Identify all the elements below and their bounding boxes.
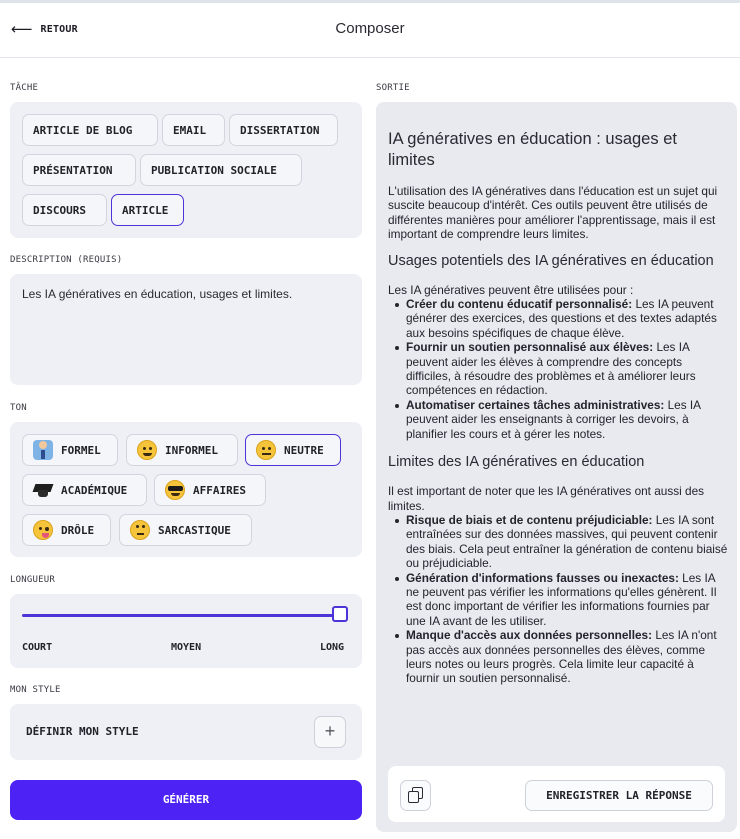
tone-chip-label: SARCASTIQUE <box>158 523 231 537</box>
person-in-suit-icon <box>33 440 53 460</box>
task-chip-presentation[interactable]: PRÉSENTATION <box>22 154 136 186</box>
graduation-cap-icon <box>33 480 53 500</box>
output-section-label: SORTIE <box>376 83 410 93</box>
output-intro: L'utilisation des IA génératives dans l'éducation est un sujet qui suscite beaucoup d'intérêt. Ces outils peuvent être utilisés de différentes manières pour améliorer l'apprentissage, mais il est important de comprendre leurs limites. <box>388 184 718 242</box>
output-actions-bar <box>388 766 725 822</box>
limites-list <box>388 513 728 686</box>
define-style-label: DÉFINIR MON STYLE <box>26 725 139 738</box>
length-slider-track[interactable] <box>22 614 338 617</box>
tone-chip-formel[interactable] <box>22 434 118 466</box>
tone-chip-label: FORMEL <box>61 443 101 457</box>
description-field[interactable] <box>10 274 362 385</box>
tone-chip-drole[interactable] <box>22 514 111 546</box>
zany-face-icon <box>33 520 53 540</box>
grinning-face-icon <box>137 440 157 460</box>
tone-chip-informel[interactable] <box>126 434 238 466</box>
output-subheading-usages: Usages potentiels des IA génératives en éducation <box>388 252 714 269</box>
list-item: Automatiser certaines tâches administratives: Les IA peuvent aider les enseignants à corriger les devoirs, à planifier les cours et à gérer les notes. <box>388 398 728 441</box>
generate-button[interactable]: GÉNÉRER <box>10 780 362 820</box>
output-heading: IA génératives en éducation : usages et limites <box>388 130 677 169</box>
plus-icon: + <box>324 721 336 741</box>
list-item: Créer du contenu éducatif personnalisé: Les IA peuvent générer des exercices, des questions et des textes adaptés aux besoins spécifiques de chaque élève. <box>388 297 728 340</box>
page-title: Composer <box>335 20 405 37</box>
task-chip-article-de-blog[interactable]: ARTICLE DE BLOG <box>22 114 158 146</box>
usages-list <box>388 297 728 441</box>
task-section-label: TÂCHE <box>10 83 39 93</box>
tone-chip-label: INFORMEL <box>165 443 218 457</box>
add-style-button[interactable] <box>314 716 346 748</box>
style-section-label: MON STYLE <box>10 685 61 695</box>
tone-chip-affaires[interactable] <box>154 474 266 506</box>
list-item: Génération d'informations fausses ou inexactes: Les IA ne peuvent pas vérifier les informations qu'elles génèrent. Il est donc important de vérifier les informations fournies par une IA avant de les utiliser. <box>388 571 728 629</box>
tone-panel <box>10 422 362 557</box>
tone-chip-academique[interactable] <box>22 474 147 506</box>
task-chip-dissertation[interactable]: DISSERTATION <box>229 114 338 146</box>
output-content <box>388 129 728 698</box>
length-section-label: LONGUEUR <box>10 575 55 585</box>
neutral-face-icon <box>256 440 276 460</box>
arrow-left-icon: ⟵ <box>11 20 33 38</box>
task-chip-discours[interactable]: DISCOURS <box>22 194 107 226</box>
task-chip-publication-sociale[interactable]: PUBLICATION SOCIALE <box>140 154 302 186</box>
task-chip-article[interactable]: ARTICLE <box>111 194 184 226</box>
output-panel <box>376 102 737 832</box>
sunglasses-face-icon <box>165 480 185 500</box>
output-subheading-limites: Limites des IA génératives en éducation <box>388 454 645 471</box>
style-panel <box>10 704 362 760</box>
tone-chip-label: NEUTRE <box>284 443 324 457</box>
save-response-button[interactable]: ENREGISTRER LA RÉPONSE <box>525 780 713 811</box>
eye-roll-face-icon <box>130 520 150 540</box>
length-label-moyen: MOYEN <box>171 642 202 653</box>
list-item: Fournir un soutien personnalisé aux élèves: Les IA peuvent aider les élèves à comprendre des concepts difficiles, à résoudre des problèmes et à améliorer leurs compétences en rédaction. <box>388 340 728 398</box>
list-item: Manque d'accès aux données personnelles: Les IA n'ont pas accès aux données personnelles des élèves, comme leurs notes ou leurs progrès. Cela limite leur capacité à fournir un soutien personnalisé. <box>388 628 728 686</box>
list-item: Risque de biais et de contenu préjudiciable: Les IA sont entraînées sur des données massives, qui peuvent contenir des biais. Cela peut entraîner la génération de contenu biaisé ou préjudiciable. <box>388 513 728 571</box>
app-header <box>0 3 740 58</box>
copy-button[interactable] <box>400 780 431 811</box>
task-panel <box>10 102 362 238</box>
description-section-label: DESCRIPTION (REQUIS) <box>10 255 123 265</box>
tone-section-label: TON <box>10 403 27 413</box>
tone-chip-label: DRÔLE <box>61 523 95 537</box>
output-limites-intro: Il est important de noter que les IA génératives ont aussi des limites. <box>388 484 705 513</box>
length-panel <box>10 594 362 668</box>
description-text: Les IA génératives en éducation, usages et limites. <box>22 287 293 301</box>
tone-chip-label: ACADÉMIQUE <box>61 483 128 497</box>
tone-chip-sarcastique[interactable] <box>119 514 252 546</box>
length-slider-thumb[interactable] <box>332 606 348 622</box>
tone-chip-label: AFFAIRES <box>193 483 246 497</box>
task-chip-email[interactable]: EMAIL <box>162 114 225 146</box>
length-label-court: COURT <box>22 642 53 653</box>
tone-chip-neutre[interactable] <box>245 434 341 466</box>
length-label-long: LONG <box>320 642 345 653</box>
back-label: RETOUR <box>40 23 78 35</box>
output-usages-intro: Les IA génératives peuvent être utilisées pour : <box>388 282 634 297</box>
